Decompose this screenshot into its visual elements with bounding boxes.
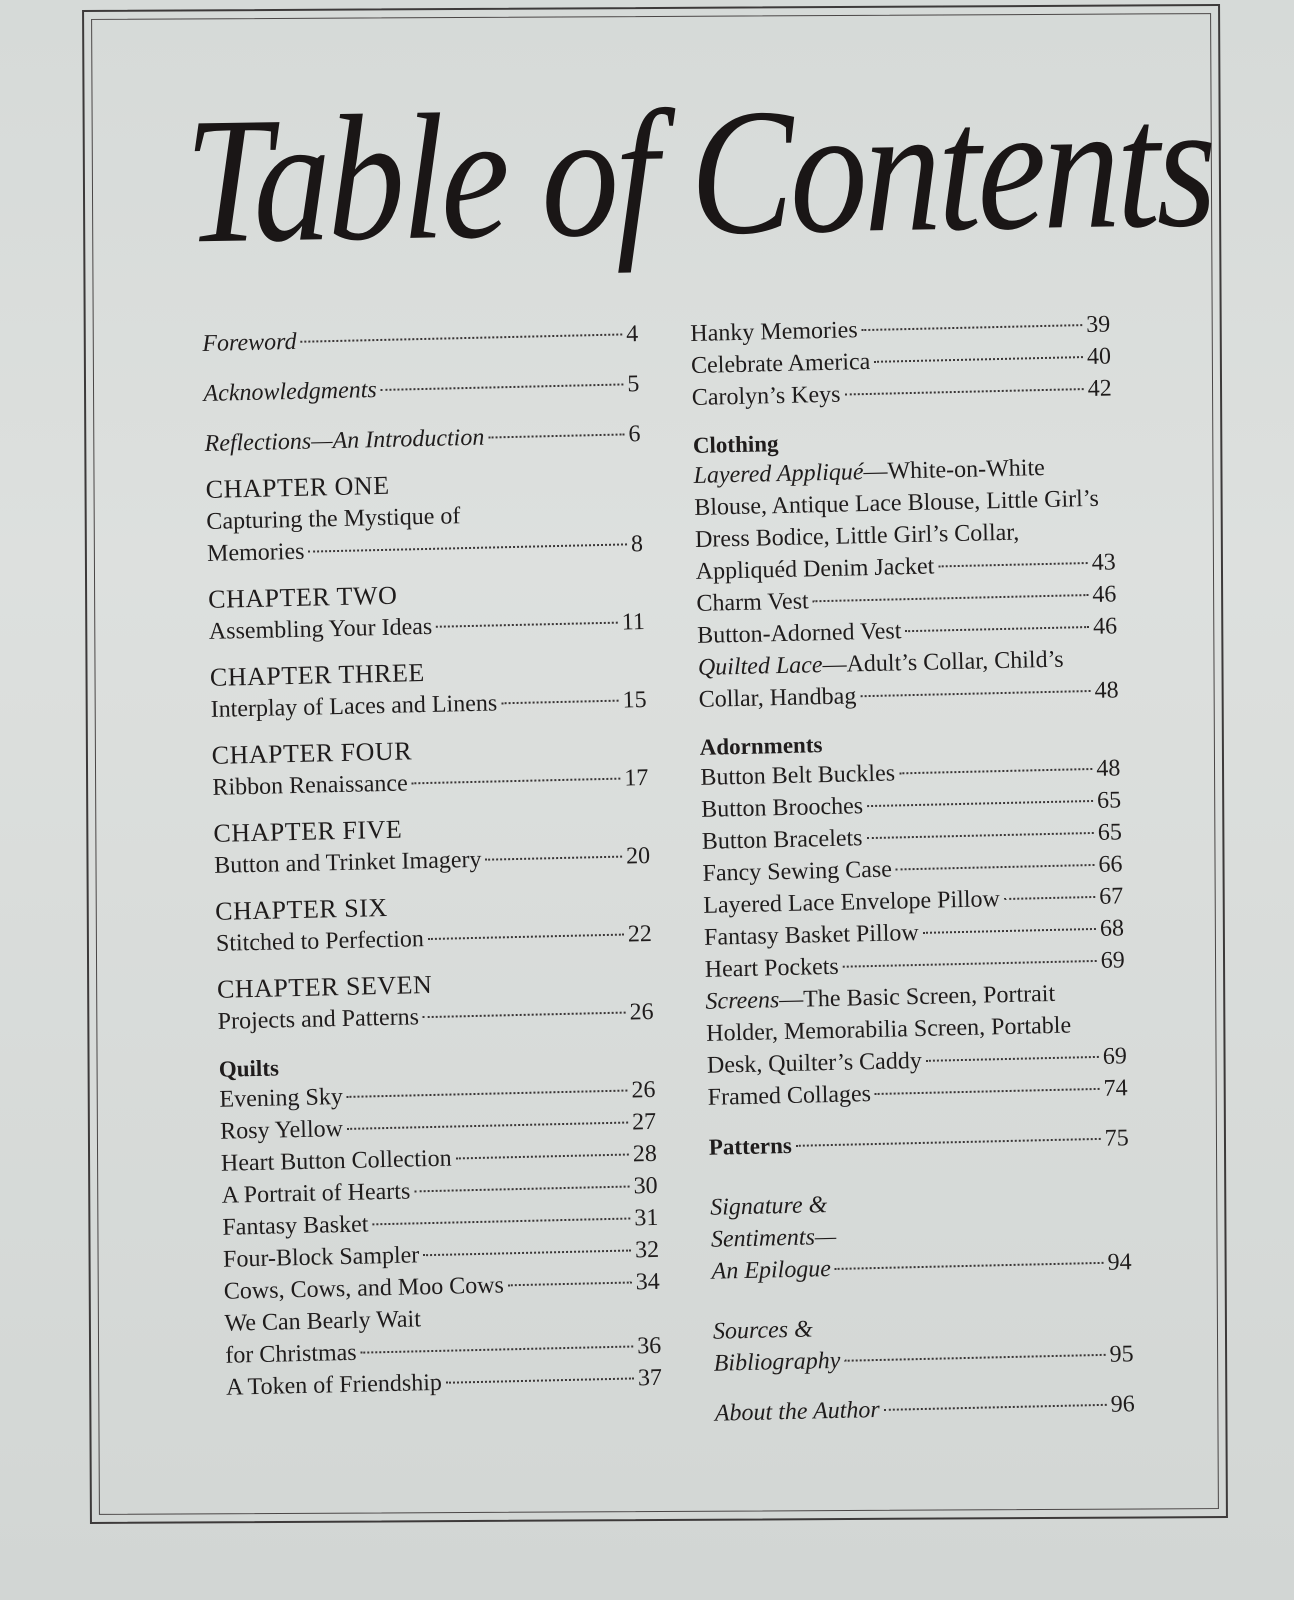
toc-entry-page: 5 (627, 371, 640, 398)
toc-entry-label: Appliquéd Denim Jacket (695, 553, 935, 585)
toc-entry-line: Dress Bodice, Little Girl’s Collar, (694, 519, 1020, 553)
toc-entry-label: A Portrait of Hearts (221, 1178, 411, 1209)
toc-entry-page: 30 (633, 1172, 658, 1200)
toc-entry-line: Blouse, Antique Lace Blouse, Little Girl’s (694, 485, 1100, 521)
toc-entry-italic: Screens (705, 987, 780, 1015)
toc-entry-label: Evening Sky (219, 1084, 344, 1113)
toc-entry-page: 32 (634, 1236, 660, 1264)
chapter-heading: CHAPTER THREE (209, 658, 425, 692)
toc-entry-line: Sentiments— (710, 1223, 837, 1253)
dot-leader (874, 336, 1083, 363)
dot-leader (436, 602, 618, 628)
toc-entry-label: Patterns (708, 1132, 793, 1160)
toc-entry-page: 67 (1098, 883, 1124, 910)
dot-leader (501, 680, 619, 705)
dot-leader (866, 812, 1094, 839)
toc-entry-page: 46 (1092, 613, 1118, 640)
toc-entry-page: 42 (1087, 375, 1113, 402)
toc-entry-page: 48 (1096, 755, 1121, 782)
dot-leader (372, 1198, 630, 1226)
toc-entry-label: About the Author (714, 1396, 881, 1427)
section-heading: Clothing (692, 431, 779, 458)
toc-entry-label: Reflections—An Introduction (204, 424, 485, 457)
toc-right-column (690, 308, 1135, 1429)
toc-entry-page: 4 (625, 321, 639, 348)
dot-leader (414, 1166, 630, 1193)
toc-entry-italic: Layered Appliqué (693, 459, 864, 489)
dot-leader (883, 1384, 1107, 1411)
toc-entry (708, 1122, 1129, 1164)
toc-entry-page: 34 (635, 1268, 661, 1296)
toc-entry-page: 28 (632, 1140, 658, 1168)
chapter-title: Capturing the Mystique of (206, 503, 461, 535)
toc-entry-label: Layered Lace Envelope Pillow (703, 886, 1001, 919)
chapter-heading: CHAPTER FOUR (211, 736, 413, 770)
toc-entry (203, 368, 640, 410)
toc-entry-label: Foreword (202, 328, 297, 357)
toc-entry-page: 20 (625, 842, 651, 870)
dot-leader (795, 1118, 1100, 1147)
toc-entry-page: 69 (1102, 1043, 1128, 1070)
toc-entry-label: Stitched to Perfection (215, 926, 425, 957)
chapter-heading: CHAPTER FIVE (213, 814, 403, 848)
toc-entry-text: —Adult’s Collar, Child’s (822, 646, 1064, 679)
dot-leader (423, 1230, 631, 1257)
dot-leader (874, 1068, 1099, 1095)
toc-entry-page: 46 (1092, 581, 1117, 608)
dot-leader (445, 1357, 634, 1383)
toc-entry-page: 43 (1091, 549, 1116, 576)
dot-leader (905, 606, 1089, 632)
toc-entry-label: Memories (206, 538, 305, 567)
dot-leader (380, 363, 623, 391)
chapter-heading: CHAPTER SIX (214, 892, 388, 926)
toc-entry-page: 26 (631, 1076, 656, 1104)
toc-entry-label: An Epilogue (711, 1256, 832, 1285)
dot-leader (844, 1334, 1106, 1362)
chapter-heading: CHAPTER ONE (205, 470, 390, 504)
chapter-heading: CHAPTER TWO (207, 580, 398, 614)
section-heading: Adornments (699, 732, 823, 760)
toc-entry-label: Desk, Quilter’s Caddy (706, 1047, 923, 1079)
toc-entry-page: 95 (1109, 1341, 1134, 1368)
toc-entry-label: for Christmas (225, 1339, 357, 1369)
dot-leader (427, 914, 623, 940)
toc-entry-page: 39 (1085, 311, 1111, 339)
dot-leader (860, 670, 1091, 697)
toc-entry-label: Cows, Cows, and Moo Cows (223, 1272, 505, 1305)
toc-entry-label: Acknowledgments (203, 377, 378, 407)
dot-leader (411, 758, 620, 785)
toc-entry-label: Interplay of Laces and Linens (210, 690, 498, 723)
toc-entry-label: Bibliography (713, 1347, 841, 1377)
toc-entry-text: —White-on-White (863, 454, 1046, 486)
toc-entry-line: We Can Bearly Wait (224, 1306, 422, 1337)
toc-left-column (202, 318, 662, 1404)
toc-entry-label: Hanky Memories (690, 317, 858, 347)
toc-entry-label: Fantasy Basket (222, 1211, 369, 1241)
toc-entry-page: 36 (636, 1332, 662, 1360)
dot-leader (922, 908, 1096, 934)
toc-entry-page: 75 (1104, 1125, 1130, 1152)
dot-leader (895, 844, 1094, 871)
toc-entry-label: Four-Block Sampler (222, 1242, 420, 1273)
toc-entry-page: 96 (1110, 1391, 1136, 1418)
toc-entry-page: 66 (1098, 851, 1123, 878)
dot-leader (455, 1134, 629, 1160)
toc-entry-page: 94 (1107, 1249, 1132, 1276)
dot-leader (925, 1036, 1099, 1062)
dot-leader (842, 940, 1096, 968)
toc-entry-page: 27 (631, 1108, 657, 1136)
toc-entry-label: Ribbon Renaissance (212, 770, 408, 801)
dot-leader (423, 992, 626, 1019)
toc-entry-page: 37 (637, 1364, 663, 1392)
toc-entry-line: Signature & (709, 1192, 828, 1221)
toc-entry-page: 8 (630, 531, 644, 558)
toc-entry-page: 68 (1099, 915, 1125, 942)
toc-entry-label: Celebrate America (690, 348, 871, 379)
toc-entry-page: 69 (1100, 947, 1125, 974)
toc-entry-italic: Quilted Lace (697, 652, 823, 681)
toc-entry-page: 17 (624, 764, 649, 792)
toc-entry-page: 15 (622, 687, 647, 714)
toc-entry-page: 26 (629, 998, 654, 1026)
toc-entry-page: 65 (1096, 787, 1122, 814)
toc-entry-page: 48 (1094, 677, 1119, 704)
toc-entry-page: 11 (621, 609, 646, 636)
dot-leader (485, 836, 622, 861)
dot-leader (899, 748, 1093, 774)
toc-entry-label: Heart Button Collection (220, 1145, 452, 1177)
toc-entry-label: Carolyn’s Keys (691, 381, 841, 411)
toc-entry-page: 65 (1097, 819, 1123, 846)
dot-leader (488, 413, 625, 438)
toc-entry-label: A Token of Friendship (225, 1369, 443, 1401)
toc-entry-label: Heart Pockets (704, 953, 840, 983)
toc-entry-label: Framed Collages (707, 1081, 872, 1111)
toc-entry-label: Charm Vest (696, 588, 809, 617)
toc-entry-page: 40 (1086, 343, 1112, 371)
section-heading: Quilts (218, 1055, 280, 1082)
toc-entry-line: Sources & (712, 1316, 814, 1345)
toc-entry-label: Button-Adorned Vest (696, 618, 902, 649)
toc-entry-label: Assembling Your Ideas (208, 613, 433, 645)
toc-entry-line: Holder, Memorabilia Screen, Portable (705, 1012, 1072, 1047)
toc-entry (204, 418, 641, 460)
toc-entry-label: Collar, Handbag (698, 683, 857, 713)
toc-entry-label: Fancy Sewing Case (702, 856, 893, 887)
toc-entry-page: 74 (1103, 1075, 1128, 1102)
dot-leader (867, 780, 1093, 807)
chapter-heading: CHAPTER SEVEN (216, 969, 433, 1004)
toc-entry-label: Fantasy Basket Pillow (703, 919, 919, 951)
toc-entry-label: Button Belt Buckles (700, 760, 896, 791)
page-title: Table of Contents (183, 64, 1215, 281)
dot-leader (844, 368, 1084, 395)
toc-entry-label: Button Brooches (700, 793, 864, 823)
dot-leader (1003, 876, 1095, 900)
dot-leader (834, 1242, 1103, 1270)
toc-entry-page: 31 (634, 1204, 659, 1232)
toc-entry-label: Rosy Yellow (219, 1116, 344, 1145)
dot-leader (938, 542, 1088, 567)
toc-entry-label: Button and Trinket Imagery (213, 846, 482, 879)
dot-leader (507, 1262, 631, 1287)
toc-entry-label: Button Bracelets (701, 825, 863, 855)
toc-entry-label: Projects and Patterns (217, 1004, 420, 1035)
toc-entry-page: 22 (627, 920, 653, 948)
dot-leader (861, 304, 1082, 331)
toc-entry-page: 6 (628, 421, 641, 448)
toc-entry-text: —The Basic Screen, Portrait (778, 980, 1056, 1014)
